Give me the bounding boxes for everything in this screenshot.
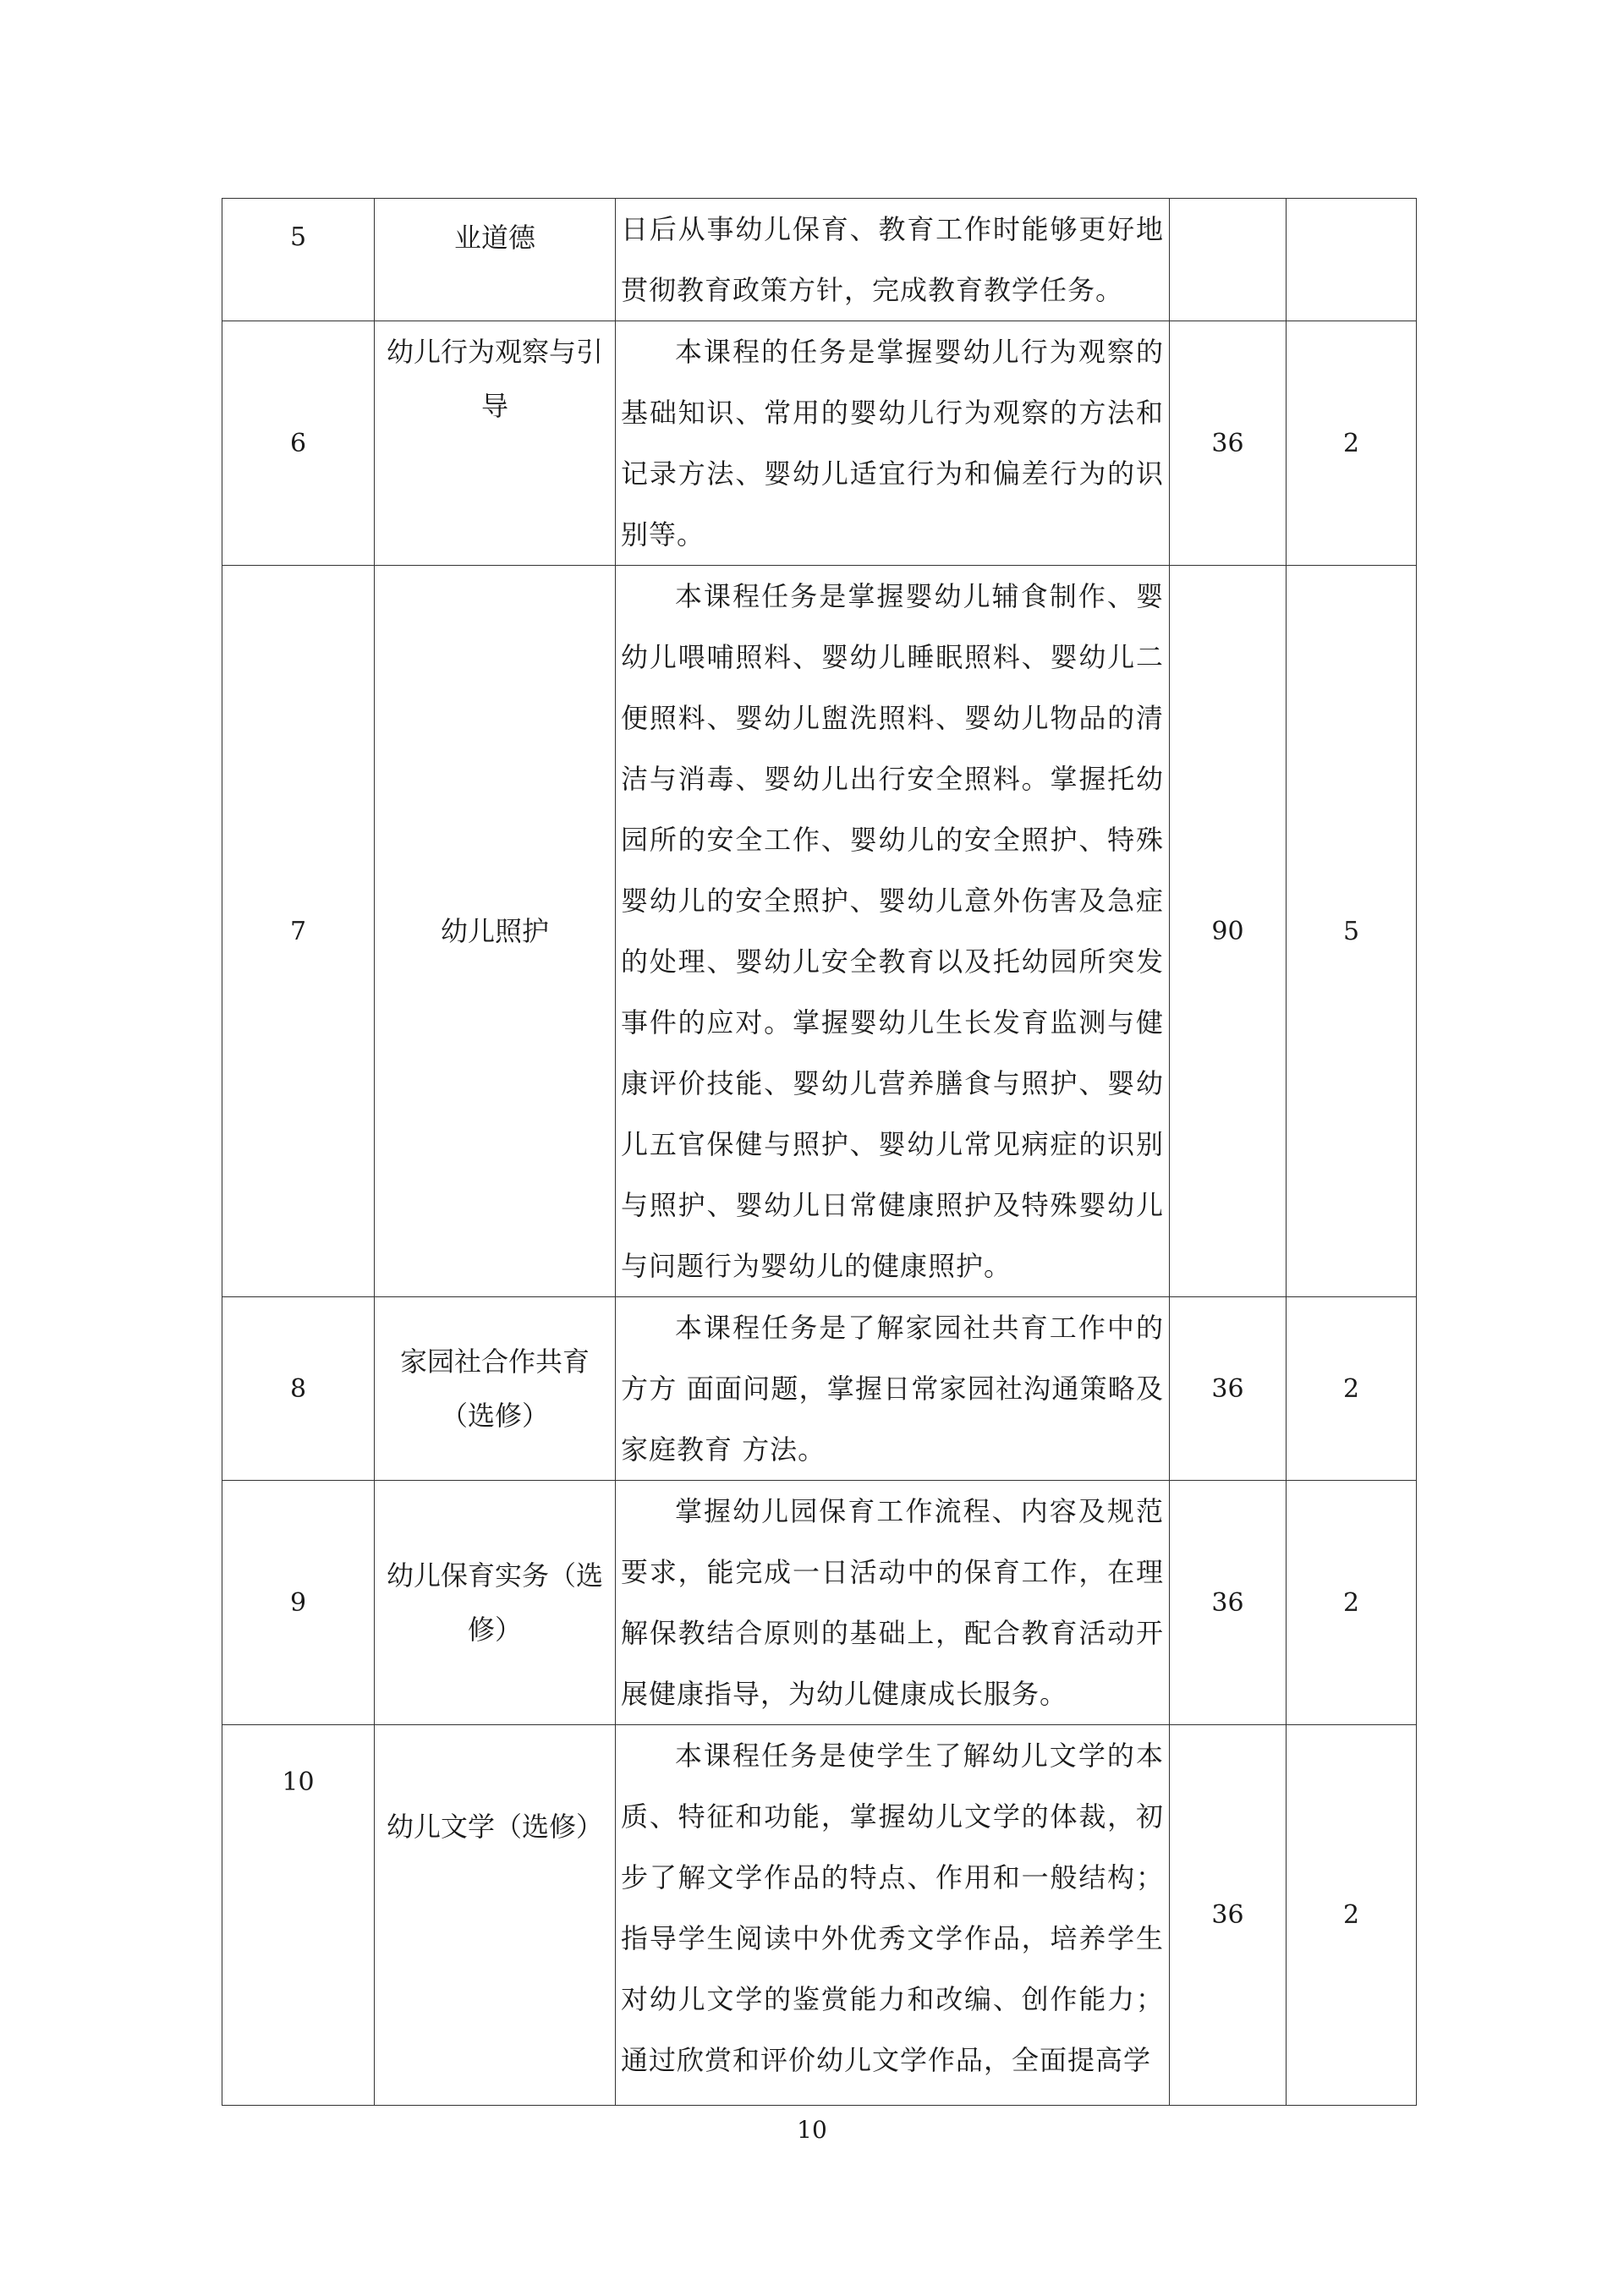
table-row xyxy=(222,1297,1417,1481)
course-name: 幼儿行为观察与引导 xyxy=(375,321,616,566)
table-row xyxy=(222,321,1417,566)
course-description: 本课程任务是使学生了解幼儿文学的本质、特征和功能，掌握幼儿文学的体裁，初步了解文学作品的特点、作用和一般结构；指导学生阅读中外优秀文学作品，培养学生对幼儿文学的鉴赏能力和改编、创作能力；通过欣赏和评价幼儿文学作品，全面提高学 xyxy=(616,1725,1170,2106)
page-number: 10 xyxy=(797,2116,827,2144)
course-name: 幼儿照护 xyxy=(375,566,616,1297)
course-number: 5 xyxy=(222,199,375,321)
course-credits: 5 xyxy=(1287,566,1417,1297)
course-hours: 36 xyxy=(1170,321,1287,566)
course-number: 9 xyxy=(222,1481,375,1725)
course-hours: 36 xyxy=(1170,1297,1287,1481)
course-table xyxy=(222,198,1416,2097)
course-description: 本课程的任务是掌握婴幼儿行为观察的基础知识、常用的婴幼儿行为观察的方法和记录方法、婴幼儿适宜行为和偏差行为的识别等。 xyxy=(616,321,1170,566)
table-row xyxy=(222,1725,1417,2106)
course-number: 10 xyxy=(222,1725,375,2106)
course-hours: 90 xyxy=(1170,566,1287,1297)
course-hours: 36 xyxy=(1170,1725,1287,2106)
course-description: 本课程任务是掌握婴幼儿辅食制作、婴幼儿喂哺照料、婴幼儿睡眠照料、婴幼儿二便照料、婴幼儿盥洗照料、婴幼儿物品的清洁与消毒、婴幼儿出行安全照料。掌握托幼园所的安全工作、婴幼儿的安全照护、特殊婴幼儿的安全照护、婴幼儿意外伤害及急症的处理、婴幼儿安全教育以及托幼园所突发事件的应对。掌握婴幼儿生长发育监测与健康评价技能、婴幼儿营养膳食与照护、婴幼儿五官保健与照护、婴幼儿常见病症的识别与照护、婴幼儿日常健康照护及特殊婴幼儿与问题行为婴幼儿的健康照护。 xyxy=(616,566,1170,1297)
course-name: 幼儿保育实务（选修） xyxy=(375,1481,616,1725)
course-hours xyxy=(1170,199,1287,321)
table-row xyxy=(222,199,1417,321)
course-number: 8 xyxy=(222,1297,375,1481)
course-name: 家园社合作共育（选修） xyxy=(375,1297,616,1481)
table-row xyxy=(222,1481,1417,1725)
course-credits xyxy=(1287,199,1417,321)
course-name: 幼儿文学（选修） xyxy=(375,1725,616,2106)
course-credits: 2 xyxy=(1287,1297,1417,1481)
table-row xyxy=(222,566,1417,1297)
course-name: 业道德 xyxy=(375,199,616,321)
course-description: 日后从事幼儿保育、教育工作时能够更好地贯彻教育政策方针，完成教育教学任务。 xyxy=(616,199,1170,321)
course-hours: 36 xyxy=(1170,1481,1287,1725)
course-number: 6 xyxy=(222,321,375,566)
course-number: 7 xyxy=(222,566,375,1297)
course-credits: 2 xyxy=(1287,321,1417,566)
course-credits: 2 xyxy=(1287,1481,1417,1725)
course-description: 掌握幼儿园保育工作流程、内容及规范要求，能完成一日活动中的保育工作，在理解保教结合原则的基础上，配合教育活动开展健康指导，为幼儿健康成长服务。 xyxy=(616,1481,1170,1725)
course-description: 本课程任务是了解家园社共育工作中的方方 面面问题，掌握日常家园社沟通策略及家庭教育 方法。 xyxy=(616,1297,1170,1481)
course-credits: 2 xyxy=(1287,1725,1417,2106)
